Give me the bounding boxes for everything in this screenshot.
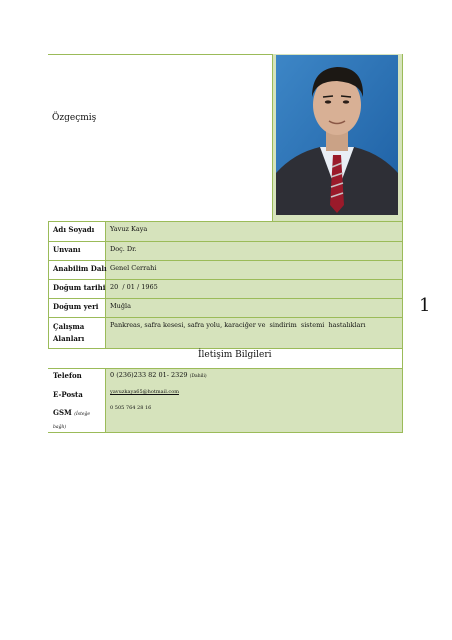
phone-value [110, 371, 207, 379]
phone-number: 0 (236)233 82 01- 2329 [110, 371, 188, 379]
department-label: Anabilim Dalı [53, 264, 107, 273]
gsm-optional-note: (İsteğe bağlı) [53, 412, 91, 430]
work-areas-label: Çalışma Alanları [53, 322, 85, 343]
gsm-label-text: GSM [53, 408, 72, 417]
phone-label: Telefon [53, 371, 82, 380]
portrait-photo [276, 55, 398, 215]
birthplace-value: Muğla [110, 302, 131, 310]
title-label: Unvanı [53, 245, 81, 254]
email-link[interactable]: yavuzkaya65@hotmail.com [110, 389, 179, 395]
gsm-label [53, 407, 101, 433]
name-value: Yavuz Kaya [110, 225, 148, 233]
page-title: Özgeçmiş [52, 113, 97, 123]
page-number: 1 [419, 295, 431, 316]
birthdate-value: 20 / 01 / 1965 [110, 283, 158, 291]
phone-extension-note: (Dahili) [189, 374, 207, 379]
birthplace-label: Doğum yeri [53, 302, 99, 311]
gsm-value: 0 505 764 28 16 [110, 405, 152, 411]
department-value: Genel Cerrahi [110, 264, 157, 272]
contact-heading: İletişim Bilgileri [198, 350, 272, 360]
birthdate-label: Doğum tarihi [53, 283, 106, 292]
name-label: Adı Soyadı [53, 225, 95, 234]
email-label: E-Posta [53, 390, 83, 399]
work-areas-value: Pankreas, safra kesesi, safra yolu, karaciğer ve sindirim sistemi hastalıkları [110, 321, 366, 329]
title-value: Doç. Dr. [110, 245, 137, 253]
